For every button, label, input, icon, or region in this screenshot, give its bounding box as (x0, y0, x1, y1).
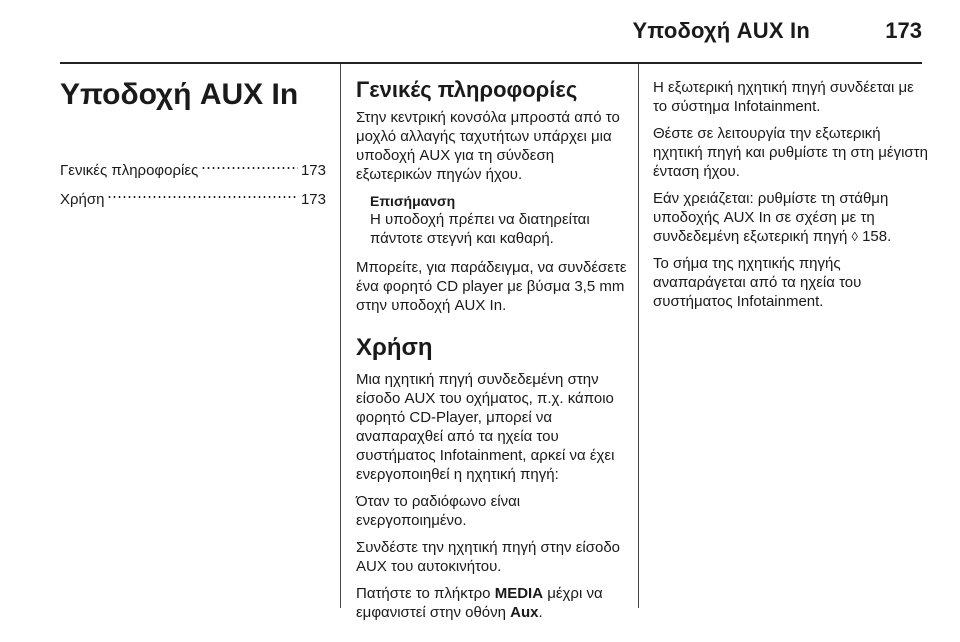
media-key-label: MEDIA (494, 584, 544, 602)
general-paragraph-2: Μπορείτε, για παράδειγμα, να συνδέσετε ένα φορητό CD player με βύσμα 3,5 mm στην υποδοχή AUX In. (356, 259, 627, 315)
usage-p4-end: . (538, 603, 543, 621)
usage-paragraph-3: Συνδέστε την ηχητική πηγή στην είσοδο AUX του αυτοκινήτου. (356, 538, 621, 575)
usage-p4-mid: μέχρι να εμφανιστεί στην οθόνη (356, 584, 603, 621)
right-paragraph-4: Το σήμα της ηχητικής πηγής αναπαράγεται από τα ηχεία του συστήματος Infotainment. (653, 255, 862, 310)
toc-entry-general[interactable] (60, 153, 326, 182)
page-number: 173 (885, 18, 922, 43)
page-reference-link[interactable]: 158. (857, 228, 892, 245)
usage-paragraph-4 (356, 584, 628, 622)
column-divider-right (638, 64, 639, 608)
section-title-general: Γενικές πληροφορίες (356, 77, 578, 102)
toc-entry-page: 173 (300, 161, 326, 179)
aux-screen-label: Aux (510, 603, 539, 621)
running-header-title: Υποδοχή AUX In (632, 18, 810, 43)
toc-entry-page: 173 (300, 190, 326, 208)
usage-p4-pre: Πατήστε το πλήκτρο (356, 584, 495, 602)
note-heading: Επισήμανση (370, 193, 456, 210)
usage-paragraph-1: Μια ηχητική πηγή συνδεδεμένη στην είσοδο AUX του οχήματος, π.χ. κάποιο φορητό CD-Player, μπορεί να αναπαραχθεί από τα ηχεία του συστήματος Infotainment, αρκεί να έχει ενεργοποιηθεί η ηχητική πηγή: (356, 370, 615, 483)
general-paragraph-1: Στην κεντρική κονσόλα μπροστά από το μοχλό αλλαγής ταχυτήτων υπάρχει μια υποδοχή AUX για τη σύνδεση εξωτερικών πηγών ήχου. (356, 109, 620, 184)
toc-entry-label: Χρήση (60, 190, 105, 208)
header-rule (60, 62, 922, 64)
usage-paragraph-2: Όταν το ραδιόφωνο είναι ενεργοποιημένο. (356, 492, 521, 529)
column-chapter (60, 78, 326, 211)
right-paragraph-1: Η εξωτερική ηχητική πηγή συνδέεται με το σύστημα Infotainment. (653, 79, 914, 115)
toc-entry-label: Γενικές πληροφορίες (60, 161, 199, 179)
page-reference-icon: ◊ (851, 229, 858, 244)
column-right (653, 78, 929, 319)
section-title-usage: Χρήση (356, 334, 433, 362)
right-paragraph-2: Θέστε σε λειτουργία την εξωτερική ηχητική πηγή και ρυθμίστε τη στη μέγιστη ένταση ήχου. (653, 125, 928, 180)
column-middle (356, 78, 628, 630)
toc-leader-dots (201, 153, 298, 175)
toc-entry-usage[interactable] (60, 182, 326, 211)
right-paragraph-3 (653, 189, 929, 246)
table-of-contents (60, 153, 326, 211)
chapter-title: Υποδοχή AUX In (60, 78, 299, 111)
toc-leader-dots (107, 182, 297, 204)
note-box (370, 192, 628, 248)
right-p3-pre: Εάν χρειάζεται: ρυθμίστε τη στάθμη υποδοχής AUX In σε σχέση με τη συνδεδεμένη εξωτερική πηγή (653, 190, 889, 245)
column-divider-left (340, 64, 341, 608)
note-text: Η υποδοχή πρέπει να διατηρείται πάντοτε στεγνή και καθαρή. (370, 211, 590, 248)
